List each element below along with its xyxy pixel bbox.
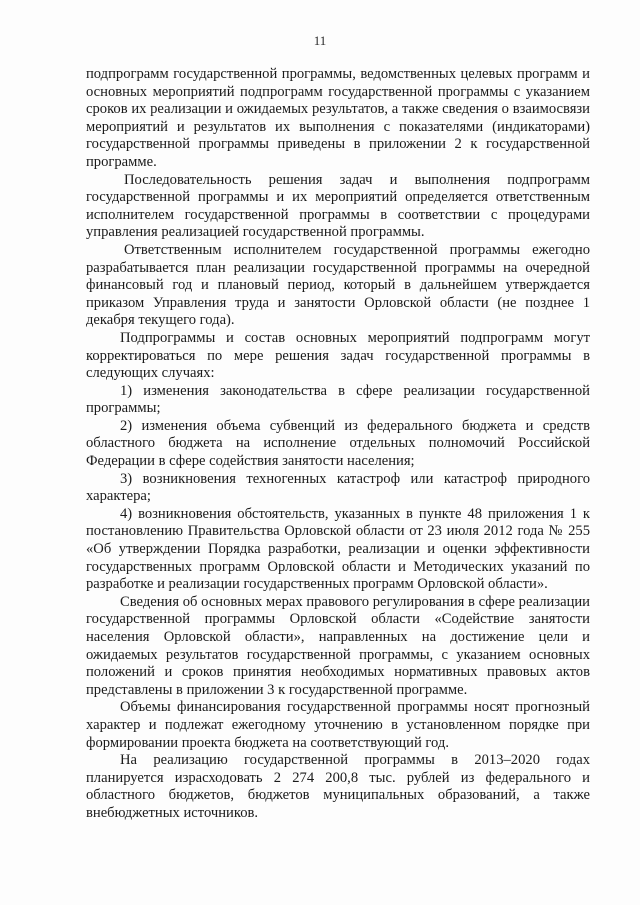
- list-item-catastrophes: 3) возникновения техногенных катастроф или катастроф природного характера;: [86, 470, 590, 505]
- paragraph-sequence: Последовательность решения задач и выполнения подпрограмм государственной программы и их мероприятий определяется ответственным исполнителем государственной программы в соответствии с процедурами управления реализацией государственной программы.: [86, 171, 590, 241]
- paragraph-annual-plan: Ответственным исполнителем государственной программы ежегодно разрабатывается план реализации государственной программы на очередной финансовый год и плановый период, который в дальнейшем утверждается приказом Управления труда и занятости Орловской области (не позднее 1 декабря текущего года).: [86, 241, 590, 329]
- page-number: 11: [313, 33, 327, 48]
- list-item-circumstances: 4) возникновения обстоятельств, указанных в пункте 48 приложения 1 к постановлению Правительства Орловской области от 23 июля 2012 года № 255 «Об утверждении Порядка разработки, реализации и оценки эффективности государственных программ Орловской области и Методических указаний по разработке и реализации государственных программ Орловской области».: [86, 505, 590, 593]
- paragraph-subprograms-info: подпрограмм государственной программы, ведомственных целевых программ и основных мероприятий подпрограмм государственной программы с указанием сроков их реализации и ожидаемых результатов, а также сведения о взаимосвязи мероприятий и результатов их выполнения с показателями (индикаторами) государственной программы приведены в приложении 2 к государственной программе.: [86, 66, 590, 170]
- list-item-subventions: 2) изменения объема субвенций из федерального бюджета и средств областного бюджета на исполнение отдельных полномочий Российской Федерации в сфере содействия занятости населения;: [86, 417, 590, 470]
- list-item-legislation: 1) изменения законодательства в сфере реализации государственной программы;: [86, 382, 590, 417]
- paragraph-financing: Объемы финансирования государственной программы носят прогнозный характер и подлежат ежегодному уточнению в установленном порядке при формировании проекта бюджета на соответствующий год.: [86, 699, 590, 751]
- paragraph-correction-cases: Подпрограммы и состав основных мероприятий подпрограмм могут корректироваться по мере решения задач государственной программы в следующих случаях:: [86, 329, 590, 382]
- paragraph-budget-total: На реализацию государственной программы в 2013–2020 годах планируется израсходовать 2 274 200,8 тыс. рублей из федерального и областного бюджетов, бюджетов муниципальных образований, а также внебюджетных источников.: [86, 752, 590, 821]
- paragraph-legal-regulation: Сведения об основных мерах правового регулирования в сфере реализации государственной программы Орловской области «Содействие занятости населения Орловской области», направленных на достижение цели и ожидаемых результатов государственной программы, с указанием основных положений и сроков принятия необходимых нормативных правовых актов представлены в приложении 3 к государственной программе.: [86, 593, 590, 698]
- document-body: [86, 66, 590, 823]
